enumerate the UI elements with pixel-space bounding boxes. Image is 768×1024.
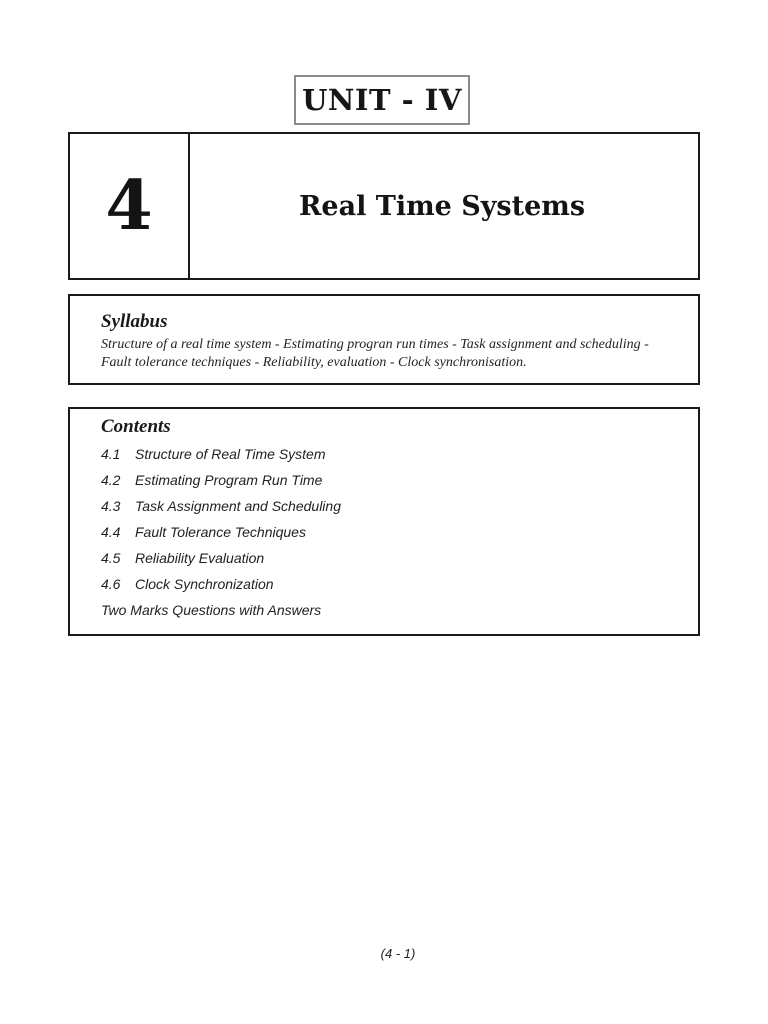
contents-item-number: 4.1 [101,446,121,462]
contents-item-number: 4.5 [101,550,121,566]
contents-item [101,573,690,599]
contents-item-title: Clock Synchronization [135,576,274,592]
contents-item [101,599,690,625]
chapter-title: Real Time Systems [298,190,586,222]
contents-box [68,407,700,636]
chapter-header [68,132,700,280]
contents-item [101,469,690,495]
contents-item-number: 4.3 [101,498,121,514]
page-number: (4 - 1) [380,946,416,961]
syllabus-heading: Syllabus [101,311,168,332]
contents-item-number: 4.2 [101,472,121,488]
contents-heading: Contents [101,416,171,437]
contents-item [101,547,690,573]
syllabus-box [68,294,700,385]
chapter-number: 4 [70,134,190,278]
unit-label: UNIT - IV [302,83,462,117]
contents-item-title: Reliability Evaluation [135,550,265,566]
contents-item-title: Structure of Real Time System [135,446,326,462]
contents-item-title: Task Assignment and Scheduling [135,498,341,514]
contents-item-number: 4.6 [101,576,121,592]
contents-item [101,443,690,469]
contents-item [101,495,690,521]
contents-item-title: Fault Tolerance Techniques [135,524,306,540]
contents-item [101,521,690,547]
contents-item-number: 4.4 [101,524,121,540]
contents-item-title: Estimating Program Run Time [135,472,323,488]
syllabus-line: Structure of a real time system - Estimating progran run times - Task assignment and scheduling - [101,337,649,352]
syllabus-line: Fault tolerance techniques - Reliability, evaluation - Clock synchronisation. [101,355,527,370]
contents-list [101,443,690,625]
unit-heading [294,75,470,125]
contents-item-title: Two Marks Questions with Answers [101,602,322,618]
